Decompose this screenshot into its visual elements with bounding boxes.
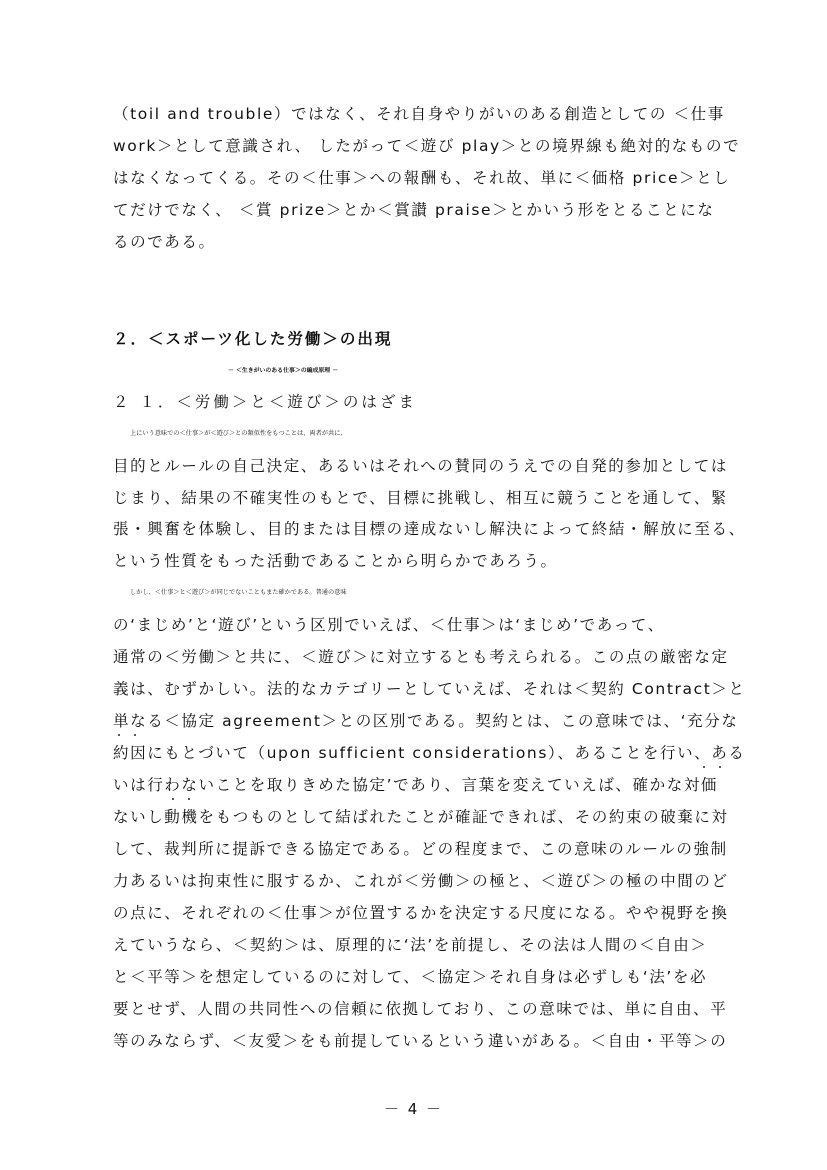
paragraph-1-line-3: じまり、結果の不確実性のもとで、目標に挑戦し、相互に競うことを通して、緊 <box>113 489 728 507</box>
emphasis-dot <box>134 734 136 736</box>
intro-line-5: るのである。 <box>113 233 216 251</box>
intro-line-1: （toil and trouble）ではなく、それ自身やりがいのある創造としての ＜仕事 <box>113 105 725 123</box>
paragraph-1-line-1: 上にいう意味での＜仕事＞が＜遊び＞との類似性をもつことは、両者が共に、 <box>130 430 347 437</box>
paragraph-2-line-14: 要とせず、人間の共同性への信頼に依拠しており、この意味では、単に自由、平 <box>113 1000 728 1018</box>
paragraph-2-line-15: 等のみならず、＜友愛＞をも前提しているという違いがある。＜自由・平等＞の <box>113 1032 728 1050</box>
paragraph-1-line-2: 目的とルールの自己決定、あるいはそれへの賛同のうえでの自発的参加としては <box>113 457 728 475</box>
section-subheading: － ＜生きがいのある仕事＞の編成原理 － <box>228 368 339 374</box>
paragraph-2-line-12: えていうなら、＜契約＞は、原理的に‘法’を前提し、その法は人間の＜自由＞ <box>113 936 708 954</box>
paragraph-1-line-4: 張・興奮を体験し、目的または目標の達成ないし解決によって終結・解放に至る、 <box>113 520 746 538</box>
emphasis-dot <box>172 798 174 800</box>
emphasis-dot <box>188 798 190 800</box>
paragraph-2-line-8: ないし動機をもつものとして結ばれたことが確証できれば、その約束の破棄に対 <box>113 808 729 826</box>
emphasis-dot <box>118 734 120 736</box>
paragraph-2-line-4: 義は、むずかしい。法的なカテゴリーとしていえば、それは＜契約 Contract＞と <box>113 680 746 698</box>
paragraph-2-line-9: して、裁判所に提訴できる協定である。どの程度まで、この意味のルールの強制 <box>113 840 728 858</box>
intro-line-3: はなくなってくる。その＜仕事＞への報酬も、それ故、単に＜価格 price＞とし <box>113 169 731 187</box>
intro-line-4: てだけでなく、 ＜賞 prize＞とか＜賞讃 praise＞とかいう形をとることにな <box>113 201 715 219</box>
intro-line-2: work＞として意識され、 したがって＜遊び play＞との境界線も絶対的なもので <box>113 137 741 155</box>
page-number: － 4 － <box>383 1100 444 1118</box>
paragraph-2-line-7: いは行わないことを取りきめた協定’であり、言葉を変えていえば、確かな対価 <box>113 776 719 794</box>
paragraph-2-line-3: 通常の＜労働＞と共に、＜遊び＞に対立するとも考えられる。この点の厳密な定 <box>113 648 729 666</box>
paragraph-2-line-6: 約因にもとづいて（upon sufficient considerations）、あることを行い、ある <box>113 744 746 762</box>
paragraph-2-line-10: 力あるいは拘束性に服するか、これが＜労働＞の極と、＜遊び＞の極の中間のど <box>113 872 729 890</box>
paragraph-2-line-1: しかし、＜仕事＞と＜遊び＞が同じでないこともまた確かである。普通の意味 <box>130 589 347 596</box>
paragraph-2-line-11: の点に、それぞれの＜仕事＞が位置するかを決定する尺度になる。やや視野を換 <box>113 904 729 922</box>
paragraph-2-line-2: の‘まじめ’と‘遊び’という区別でいえば、＜仕事＞は‘まじめ’であって、 <box>113 616 665 634</box>
section-heading: ２．＜スポーツ化した労働＞の出現 <box>113 330 393 348</box>
paragraph-2-line-13: と＜平等＞を想定しているのに対して、＜協定＞それ自身は必ずしも‘法’を必 <box>113 968 708 986</box>
paragraph-2-line-5: 単なる＜協定 agreement＞との区別である。契約とは、この意味では、‘充分な <box>113 712 739 730</box>
paragraph-1-line-5: という性質をもった活動であることから明らかであろう。 <box>113 552 558 570</box>
emphasis-dot <box>703 766 705 768</box>
subsection-heading: ２ １．＜労働＞と＜遊び＞のはざま <box>113 393 417 411</box>
emphasis-dot <box>719 766 721 768</box>
